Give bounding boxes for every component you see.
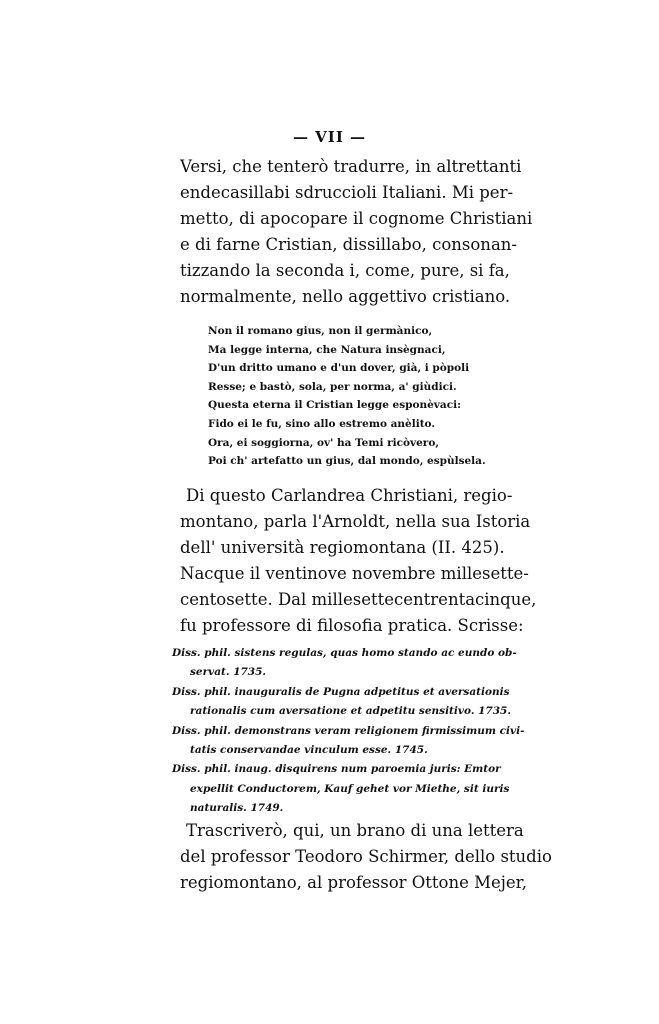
entry-line: naturalis. 1749. [190,802,284,815]
verse-line: Poi ch' artefatto un gius, dal mondo, espùlsela. [208,455,486,468]
verse-line: Resse; e bastò, sola, per norma, a' giùdici. [208,380,457,393]
bibliography-entry [172,722,525,761]
text-line: montano, parla l'Arnoldt, nella sua Istoria [180,512,531,531]
verse-line: D'un dritto umano e d'un dover, già, i pòpoli [208,362,470,375]
verse-line: Questa eterna il Cristian legge esponèvaci: [208,399,461,412]
text-line: del professor Teodoro Schirmer, dello studio [180,847,552,866]
text-line: regiomontano, al professor Ottone Mejer, [180,873,527,892]
bibliography-list [172,644,525,819]
bibliography-entry [172,760,510,818]
text-line: Nacque il ventinove novembre millesette- [180,564,529,583]
entry-line: rationalis cum aversatione et adpetitu sensitivo. 1735. [190,705,512,718]
text-line: e di farne Cristian, dissillabo, consonan- [180,235,517,254]
text-line: normalmente, nello aggettivo cristiano. [180,287,511,306]
entry-line: Diss. phil. sistens regulas, quas homo stando ac eundo ob- [172,647,517,659]
bibliography-entry [172,683,512,722]
text-line: dell' università regiomontana (II. 425). [180,538,505,557]
paragraph-letter-intro [180,818,552,896]
verse-line: Ora, ei soggiorna, ov' ha Temi ricòvero, [208,436,439,449]
text-line: Versi, che tenterò tradurre, in altrettanti [180,157,522,176]
text-line: Trascriverò, qui, un brano di una lettera [186,821,524,840]
text-line: tizzando la seconda i, come, pure, si fa, [180,261,510,280]
verse-line: Ma legge interna, che Natura insègnaci, [208,343,446,356]
paragraph-biography [180,483,537,639]
text-line: Di questo Carlandrea Christiani, regio- [186,486,513,505]
entry-line: tatis conservandae vinculum esse. 1745. [190,744,428,757]
text-line: endecasillabi sdruccioli Italiani. Mi per- [180,183,514,202]
entry-line: servat. 1735. [190,666,267,679]
paragraph-translation-note [180,154,533,310]
entry-line: Diss. phil. demonstrans veram religionem firmissimum civi- [172,724,525,737]
text-line: metto, di apocopare il cognome Christiani [180,209,533,228]
entry-line: expellit Conductorem, Kauf gehet vor Miethe, sit iuris [190,782,510,795]
text-line: centosette. Dal millesettecentrentacinque, [180,590,537,609]
verse-block [208,322,486,471]
entry-line: Diss. phil. inaug. disquirens num paroemia juris: Emtor [172,763,501,776]
text-line: fu professore di filosofia pratica. Scrisse: [180,616,524,635]
bibliography-entry [172,644,517,683]
verse-line: Fido ei le fu, sino allo estremo anèlito. [208,417,436,430]
entry-line: Diss. phil. inauguralis de Pugna adpetitus et aversationis [172,685,510,698]
verse-line: Non il romano gius, non il germànico, [208,325,433,337]
page-number: — VII — [292,128,367,146]
